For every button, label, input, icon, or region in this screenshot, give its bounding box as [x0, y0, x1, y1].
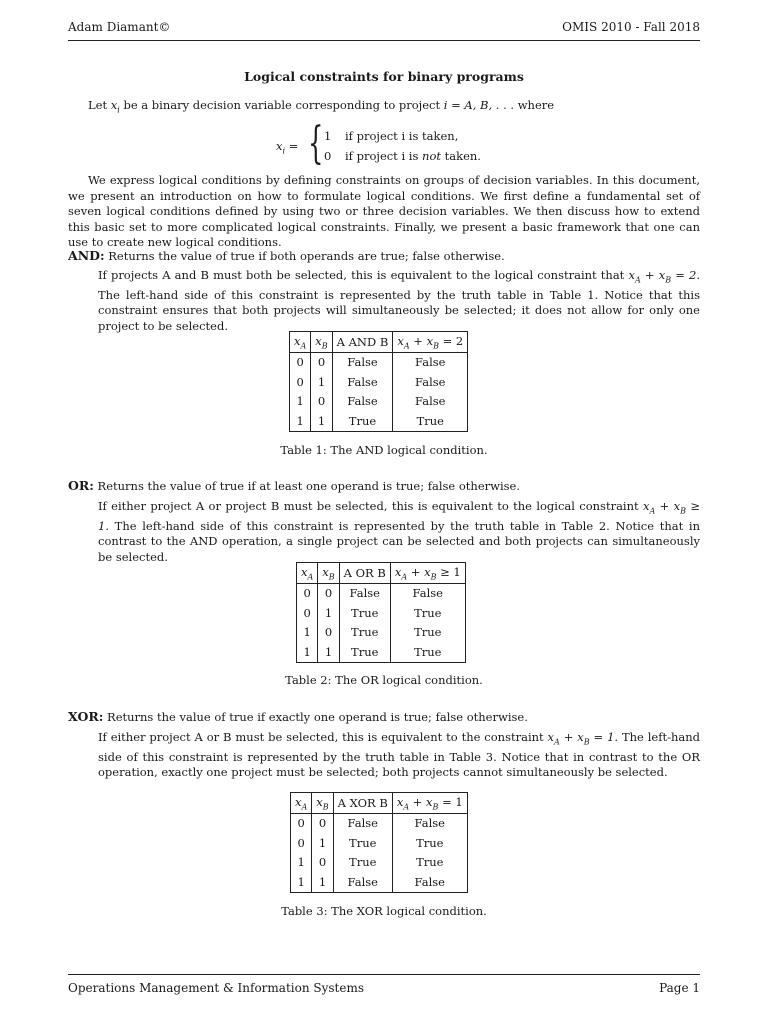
table-cell: 0 — [311, 352, 332, 372]
table-row — [291, 833, 468, 853]
table-cell: False — [333, 872, 392, 892]
xor-header-col-2: A XOR B — [333, 793, 392, 814]
xor-paragraph: If either project A or B must be selected, this is equivalent to the constraint $x_A + x_B = 1$. The left-hand side of this constraint is represented by the truth table in Table 3. Notice that in contrast to the OR operation, exactly one project must be selected; both projects cannot simultaneously be selected. — [98, 730, 700, 780]
table-cell: 1 — [297, 623, 318, 643]
table-cell: 0 — [312, 813, 333, 833]
table-row — [291, 813, 468, 833]
table-row — [291, 872, 468, 892]
table-cell: False — [332, 392, 393, 412]
header-rule — [68, 40, 700, 41]
table-cell: 1 — [311, 411, 332, 431]
table-cell: True — [393, 411, 468, 431]
and-header-col-0: $x_A$ — [290, 332, 311, 353]
table-row — [291, 853, 468, 873]
footer-rule — [68, 974, 700, 975]
table-1-caption: Table 1: The AND logical condition. — [280, 443, 488, 457]
table-2-caption: Table 2: The OR logical condition. — [285, 673, 483, 687]
and-header-col-1: $x_B$ — [311, 332, 332, 353]
table-cell: False — [390, 583, 465, 603]
xor-header-col-1: $x_B$ — [312, 793, 333, 814]
header-course: OMIS 2010 - Fall 2018 — [562, 20, 700, 34]
table-cell: 1 — [290, 411, 311, 431]
and-definition: AND: Returns the value of true if both operands are true; false otherwise. — [68, 248, 505, 263]
table-cell: 1 — [297, 642, 318, 662]
table-cell: False — [333, 813, 392, 833]
table-cell: True — [390, 603, 465, 623]
table-cell: False — [393, 392, 468, 412]
table-cell: True — [390, 642, 465, 662]
table-cell: False — [393, 372, 468, 392]
table-3-caption: Table 3: The XOR logical condition. — [281, 904, 487, 918]
table-cell: 0 — [318, 623, 339, 643]
table-cell: True — [392, 853, 467, 873]
table-cell: 1 — [318, 642, 339, 662]
table-row — [290, 372, 468, 392]
table-cell: 0 — [290, 352, 311, 372]
or-truth-table — [296, 562, 466, 663]
table-cell: False — [392, 872, 467, 892]
table-cell: True — [332, 411, 393, 431]
table-cell: False — [339, 583, 390, 603]
table-cell: False — [332, 372, 393, 392]
table-cell: 1 — [291, 872, 312, 892]
xor-definition: XOR: Returns the value of true if exactly one operand is true; false otherwise. — [68, 709, 528, 724]
and-header-col-3: $x_A + x_B = 2$ — [393, 332, 468, 353]
and-truth-table — [289, 331, 468, 432]
and-header-col-2: A AND B — [332, 332, 393, 353]
table-cell: True — [392, 833, 467, 853]
table-row — [290, 352, 468, 372]
table-cell: 1 — [318, 603, 339, 623]
intro-sentence: Let $x_i$ be a binary decision variable corresponding to project i = A, B, . . . where — [88, 98, 555, 115]
document-title: Logical constraints for binary programs — [244, 69, 524, 84]
table-row — [290, 411, 468, 431]
xor-truth-table — [290, 792, 468, 893]
table-cell: 1 — [311, 372, 332, 392]
table-row — [297, 603, 466, 623]
xor-header-col-0: $x_A$ — [291, 793, 312, 814]
table-row — [297, 623, 466, 643]
table-cell: False — [332, 352, 393, 372]
table-cell: 0 — [290, 372, 311, 392]
table-cell: True — [339, 642, 390, 662]
binary-definition-equation: $x_i$ = { 1 if project i is taken, 0 if project i is not taken. — [276, 118, 481, 169]
table-row — [297, 642, 466, 662]
table-cell: 0 — [318, 583, 339, 603]
table-cell: 0 — [311, 392, 332, 412]
or-header-col-0: $x_A$ — [297, 563, 318, 584]
table-cell: 1 — [312, 833, 333, 853]
intro-paragraph: We express logical conditions by defining constraints on groups of decision variables. In this document, we present an introduction on how to formulate logical conditions. We first define a fundamental set of seven logical conditions defined by using two or three decision variables. We then discuss how to extend this basic set to more complicated logical constraints. Finally, we present a basic framework that one can use to create new logical conditions. — [68, 173, 700, 249]
and-paragraph: If projects A and B must both be selected, this is equivalent to the logical constraint that $x_A + x_B = 2$. The left-hand side of this constraint is represented by the truth table in Table 1. Notice that this constraint ensures that both projects will simultaneously be selected; it does not allow for only one project to be selected. — [98, 268, 700, 333]
table-cell: True — [333, 853, 392, 873]
table-row — [290, 392, 468, 412]
table-cell: 1 — [312, 872, 333, 892]
table-cell: True — [339, 603, 390, 623]
table-cell: False — [393, 352, 468, 372]
table-cell: False — [392, 813, 467, 833]
table-cell: 1 — [290, 392, 311, 412]
or-paragraph: If either project A or project B must be selected, this is equivalent to the logical constraint $x_A + x_B \ge 1$. The left-hand side of this constraint is represented by the truth table in Table 2. Notice that in contrast to the AND operation, a single project can be selected and both projects can simultaneously be selected. — [98, 499, 701, 564]
or-definition: OR: Returns the value of true if at least one operand is true; false otherwise. — [68, 478, 521, 493]
header-author: Adam Diamant© — [68, 20, 171, 34]
table-cell: True — [339, 623, 390, 643]
or-header-col-3: $x_A + x_B \ge 1$ — [390, 563, 465, 584]
or-header-col-1: $x_B$ — [318, 563, 339, 584]
table-row — [297, 583, 466, 603]
table-cell: 0 — [291, 833, 312, 853]
table-cell: 0 — [312, 853, 333, 873]
table-cell: 0 — [297, 583, 318, 603]
or-header-col-2: A OR B — [339, 563, 390, 584]
table-cell: 0 — [297, 603, 318, 623]
table-cell: 1 — [291, 853, 312, 873]
table-cell: True — [390, 623, 465, 643]
xor-header-col-3: $x_A + x_B = 1$ — [392, 793, 467, 814]
footer-department: Operations Management & Information Systems — [68, 981, 364, 995]
table-cell: 0 — [291, 813, 312, 833]
footer-page-number: Page 1 — [659, 981, 700, 995]
table-cell: True — [333, 833, 392, 853]
left-brace: { — [308, 118, 324, 169]
